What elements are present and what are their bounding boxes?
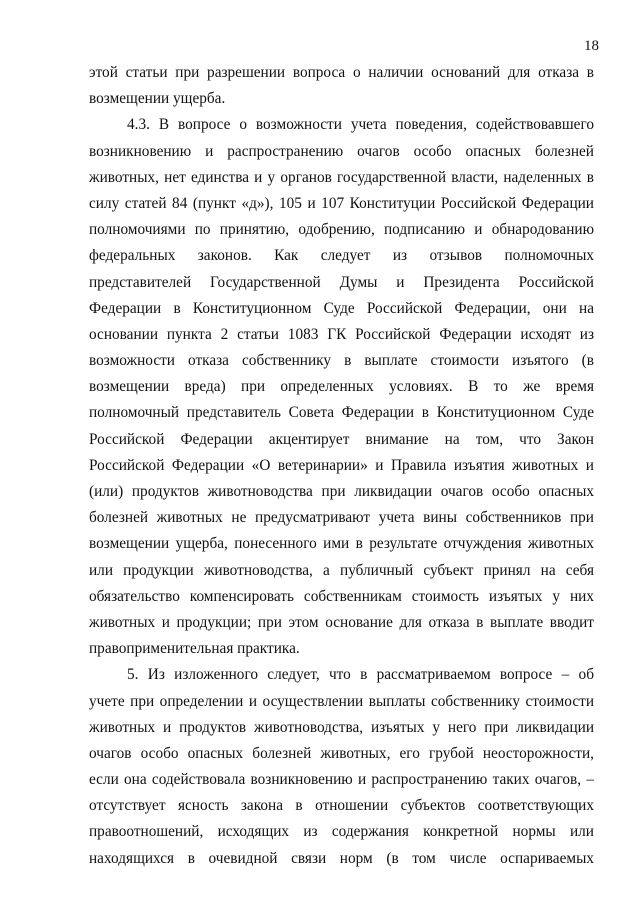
- text-line: (или) продуктов животноводства при ликвидации очагов особо опасных: [89, 483, 594, 500]
- text-line: возмещении ущерба, понесенного ими в результате отчуждения животных: [89, 535, 594, 553]
- text-line: если она содействовала возникновению и распространению таких очагов, –: [89, 771, 594, 789]
- text-line: Российской Федерации «О ветеринарии» и Правила изъятия животных и: [89, 456, 594, 474]
- text-line: или продукции животноводства, а публичный субъект принял на себя: [89, 561, 594, 579]
- text-line: правоотношений, исходящих из содержания конкретной нормы или: [89, 823, 594, 841]
- text-line: представителей Государственной Думы и Президента Российской: [89, 273, 594, 291]
- text-line: полномочиями по принятию, одобрению, подписанию и обнародованию: [89, 221, 594, 239]
- document-body: [89, 60, 594, 872]
- text-line: отсутствует ясность закона в отношении субъектов соответствующих: [89, 797, 594, 815]
- text-line: Российской Федерации акцентирует внимание на том, что Закон: [89, 430, 594, 448]
- text-line: очагов особо опасных болезней животных, его грубой неосторожности,: [89, 744, 594, 762]
- page-number: 18: [584, 38, 599, 54]
- text-line: учете при определении и осуществлении выплаты собственнику стоимости: [89, 692, 594, 710]
- text-line: этой статьи при разрешении вопроса о наличии оснований для отказа в: [89, 64, 594, 81]
- paragraph-first-line: 5. Из изложенного следует, что в рассматриваемом вопросе – об: [127, 666, 594, 684]
- text-line: Федерации в Конституционном Суде Российской Федерации, они на: [89, 299, 594, 317]
- text-line: федеральных законов. Как следует из отзывов полномочных: [89, 247, 594, 265]
- text-line: возникновению и распространению очагов особо опасных болезней: [89, 142, 594, 160]
- text-line: обязательство компенсировать собственникам стоимость изъятых у них: [89, 587, 594, 605]
- text-line: правоприменительная практика.: [89, 640, 300, 658]
- text-line: силу статей 84 (пункт «д»), 105 и 107 Конституции Российской Федерации: [89, 194, 594, 212]
- text-line: находящихся в очевидной связи норм (в том числе оспариваемых: [89, 849, 594, 867]
- text-line: полномочный представитель Совета Федерации в Конституционном Суде: [89, 404, 594, 422]
- text-line: возможности отказа собственнику в выплате стоимости изъятого (в: [89, 352, 594, 370]
- text-line: животных, нет единства и у органов государственной власти, наделенных в: [89, 168, 594, 186]
- text-line: животных и продуктов животноводства, изъятых у него при ликвидации: [89, 718, 594, 736]
- text-line: болезней животных не предусматривают учета вины собственников при: [89, 509, 594, 527]
- text-line: животных и продукции; при этом основание для отказа в выплате вводит: [89, 613, 594, 631]
- text-line: основании пункта 2 статьи 1083 ГК Российской Федерации исходят из: [89, 325, 594, 343]
- text-line: возмещении ущерба.: [89, 90, 226, 108]
- text-line: возмещении вреда) при определенных условиях. В то же время: [89, 378, 594, 396]
- paragraph-first-line: 4.3. В вопросе о возможности учета поведения, содействовавшего: [127, 116, 594, 134]
